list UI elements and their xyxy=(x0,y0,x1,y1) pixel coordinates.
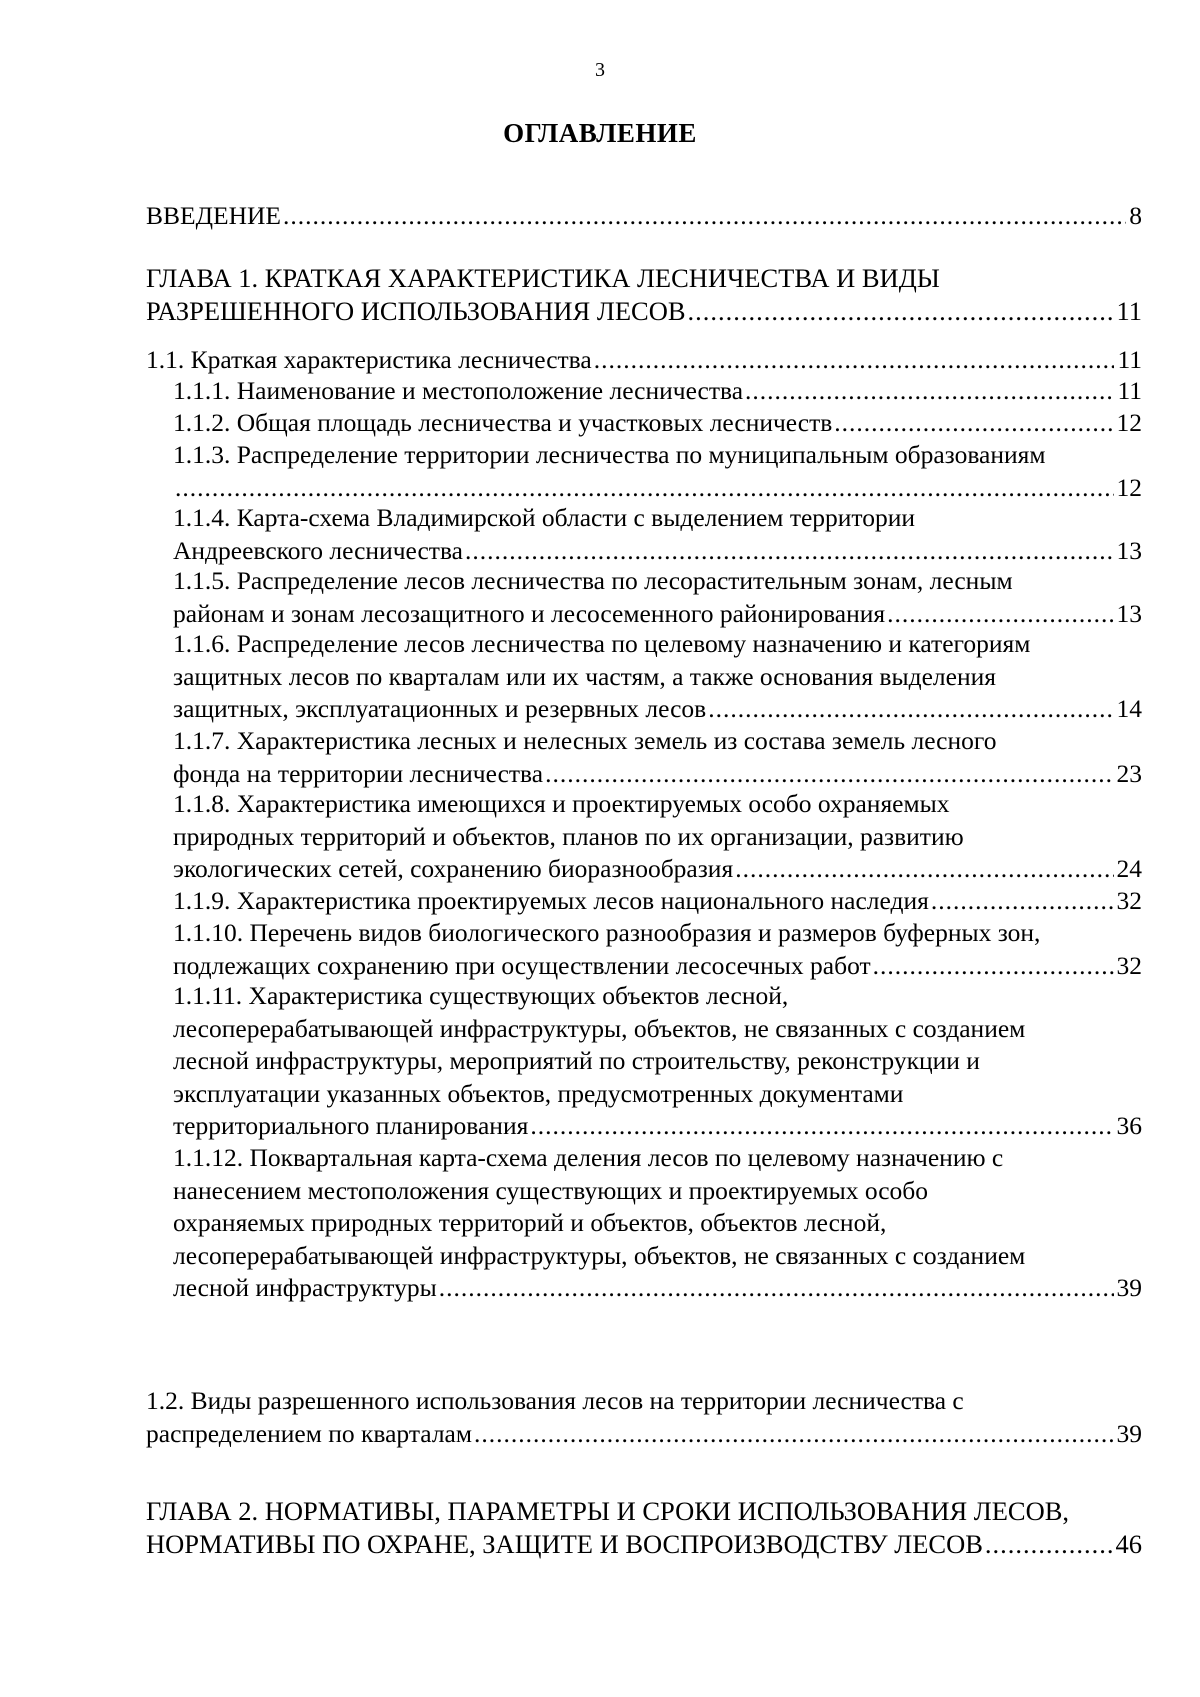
toc-entry-title: 1.1.4. Карта-схема Владимирской области с выделением территории xyxy=(173,503,916,532)
toc-entry-title: 1.1.5. Распределение лесов лесничества по лесорастительным зонам, лесным xyxy=(173,566,1013,595)
toc-entry-title-cont: защитных лесов по кварталам или их частям, а также основания выделения xyxy=(173,661,996,691)
leader-dots xyxy=(985,1528,1113,1561)
toc-entry-chapter-2[interactable] xyxy=(146,1495,1142,1560)
leader-dots xyxy=(688,295,1114,328)
toc-entry-title: 1.1.6. Распределение лесов лесничества по целевому назначению и категориям xyxy=(173,629,1031,658)
leader-dots xyxy=(530,1110,1113,1143)
toc-page-number: 32 xyxy=(1116,950,1142,980)
toc-page-number: 24 xyxy=(1116,854,1142,884)
toc-page-number: 13 xyxy=(1116,535,1142,565)
toc-entry-title-cont: лесоперерабатывающей инфраструктуры, объектов, не связанных с созданием xyxy=(173,1240,1026,1270)
toc-entry-1-1-5[interactable] xyxy=(173,565,1142,630)
toc-entry-introduction[interactable] xyxy=(146,200,1142,233)
toc-entry-1-1-9[interactable] xyxy=(173,885,1142,918)
toc-page-number: 14 xyxy=(1116,694,1142,724)
toc-entry-title-cont: НОРМАТИВЫ ПО ОХРАНЕ, ЗАЩИТЕ И ВОСПРОИЗВОДСТВУ ЛЕСОВ xyxy=(146,1528,983,1559)
toc-title: ОГЛАВЛЕНИЕ xyxy=(503,118,697,148)
toc-entry-title-cont: защитных, эксплуатационных и резервных лесов xyxy=(173,694,707,724)
leader-dots xyxy=(931,885,1114,918)
leader-dots xyxy=(175,472,1114,505)
toc-page-number: 39 xyxy=(1116,1273,1142,1303)
toc-entry-title-cont: нанесением местоположения существующих и проектируемых особо xyxy=(173,1175,929,1205)
toc-entry-title: ГЛАВА 2. НОРМАТИВЫ, ПАРАМЕТРЫ И СРОКИ ИСПОЛЬЗОВАНИЯ ЛЕСОВ, xyxy=(146,1496,1070,1526)
toc-entry-1-2[interactable] xyxy=(146,1385,1142,1450)
toc-page-number: 13 xyxy=(1116,598,1142,628)
toc-page-number: 12 xyxy=(1116,408,1142,437)
toc-entry-1-1-4[interactable] xyxy=(173,502,1142,567)
toc-entry-1-1-8[interactable] xyxy=(173,788,1142,886)
toc-entry-title-cont: фонда на территории лесничества xyxy=(173,758,544,788)
toc-entry-1-1-1[interactable] xyxy=(173,375,1142,408)
toc-page-number: 8 xyxy=(1129,201,1142,230)
toc-page-number: 11 xyxy=(1116,295,1142,326)
toc-entry-1-1-3[interactable] xyxy=(173,439,1142,504)
toc-entry-title-cont: лесной инфраструктуры, мероприятий по строительству, реконструкции и xyxy=(173,1046,980,1076)
leader-dots xyxy=(887,598,1113,631)
toc-entry-title-cont: РАЗРЕШЕННОГО ИСПОЛЬЗОВАНИЯ ЛЕСОВ xyxy=(146,295,686,326)
toc-entry-title-cont: лесоперерабатывающей инфраструктуры, объектов, не связанных с созданием xyxy=(173,1013,1026,1043)
toc-entry-title-cont: распределением по кварталам xyxy=(146,1418,472,1448)
toc-page-number: 12 xyxy=(1116,472,1142,502)
page-number: 3 xyxy=(595,59,605,81)
leader-dots xyxy=(283,200,1126,233)
leader-dots xyxy=(745,375,1114,408)
toc-entry-title: 1.1.9. Характеристика проектируемых лесов национального наследия xyxy=(173,886,929,915)
toc-entry-title: 1.1.10. Перечень видов биологического разнообразия и размеров буферных зон, xyxy=(173,918,1041,947)
toc-entry-1-1-7[interactable] xyxy=(173,725,1142,790)
toc-entry-title: 1.1.8. Характеристика имеющихся и проектируемых особо охраняемых xyxy=(173,789,950,818)
toc-page-number: 39 xyxy=(1116,1418,1142,1448)
toc-entry-chapter-1[interactable] xyxy=(146,262,1142,327)
toc-entry-1-1-10[interactable] xyxy=(173,917,1142,982)
toc-entry-1-1[interactable] xyxy=(146,344,1142,377)
leader-dots xyxy=(474,1418,1114,1451)
toc-entry-title: 1.1.3. Распределение территории лесничества по муниципальным образованиям xyxy=(173,440,1046,469)
toc-entry-title: ГЛАВА 1. КРАТКАЯ ХАРАКТЕРИСТИКА ЛЕСНИЧЕСТВА И ВИДЫ xyxy=(146,263,940,293)
leader-dots xyxy=(834,407,1113,440)
toc-page-number: 46 xyxy=(1115,1528,1142,1559)
toc-page-number: 11 xyxy=(1117,376,1142,405)
leader-dots xyxy=(545,758,1113,791)
toc-entry-title: 1.1. Краткая характеристика лесничества xyxy=(146,345,592,374)
toc-entry-title: 1.2. Виды разрешенного использования лесов на территории лесничества с xyxy=(146,1386,964,1415)
toc-entry-title: 1.1.7. Характеристика лесных и нелесных земель из состава земель лесного xyxy=(173,726,997,755)
toc-entry-title: 1.1.12. Поквартальная карта-схема деления лесов по целевому назначению с xyxy=(173,1143,1004,1172)
toc-page-number: 32 xyxy=(1116,886,1142,915)
leader-dots xyxy=(735,853,1113,886)
leader-dots xyxy=(873,950,1114,983)
toc-entry-title-cont: лесной инфраструктуры xyxy=(173,1273,437,1303)
toc-entry-title: 1.1.11. Характеристика существующих объектов лесной, xyxy=(173,981,789,1010)
toc-page-number: 11 xyxy=(1117,345,1142,374)
leader-dots xyxy=(708,693,1113,726)
toc-entry-title: 1.1.2. Общая площадь лесничества и участковых лесничеств xyxy=(173,408,833,437)
toc-entry-title: ВВЕДЕНИЕ xyxy=(146,201,281,230)
toc-entry-title-cont: эксплуатации указанных объектов, предусмотренных документами xyxy=(173,1078,904,1108)
toc-entry-1-1-2[interactable] xyxy=(173,407,1142,440)
toc-entry-1-1-11[interactable] xyxy=(173,980,1142,1143)
toc-page-number: 36 xyxy=(1116,1111,1142,1141)
leader-dots xyxy=(439,1272,1114,1305)
leader-dots xyxy=(594,344,1115,377)
toc-entry-title-cont: Андреевского лесничества xyxy=(173,535,463,565)
leader-dots xyxy=(465,535,1114,568)
toc-entry-title-cont: подлежащих сохранению при осуществлении лесосечных работ xyxy=(173,950,871,980)
toc-entry-title-cont: территориального планирования xyxy=(173,1111,529,1141)
toc-page-number: 23 xyxy=(1116,758,1142,788)
toc-entry-title-cont: экологических сетей, сохранению биоразнообразия xyxy=(173,854,734,884)
toc-entry-title-cont: природных территорий и объектов, планов по их организации, развитию xyxy=(173,821,964,851)
toc-entry-1-1-6[interactable] xyxy=(173,628,1142,726)
toc-entry-title-cont: районам и зонам лесозащитного и лесосеменного районирования xyxy=(173,598,886,628)
toc-entry-1-1-12[interactable] xyxy=(173,1142,1142,1305)
toc-entry-title-cont: охраняемых природных территорий и объектов, объектов лесной, xyxy=(173,1208,887,1238)
toc-entry-title: 1.1.1. Наименование и местоположение лесничества xyxy=(173,376,744,405)
